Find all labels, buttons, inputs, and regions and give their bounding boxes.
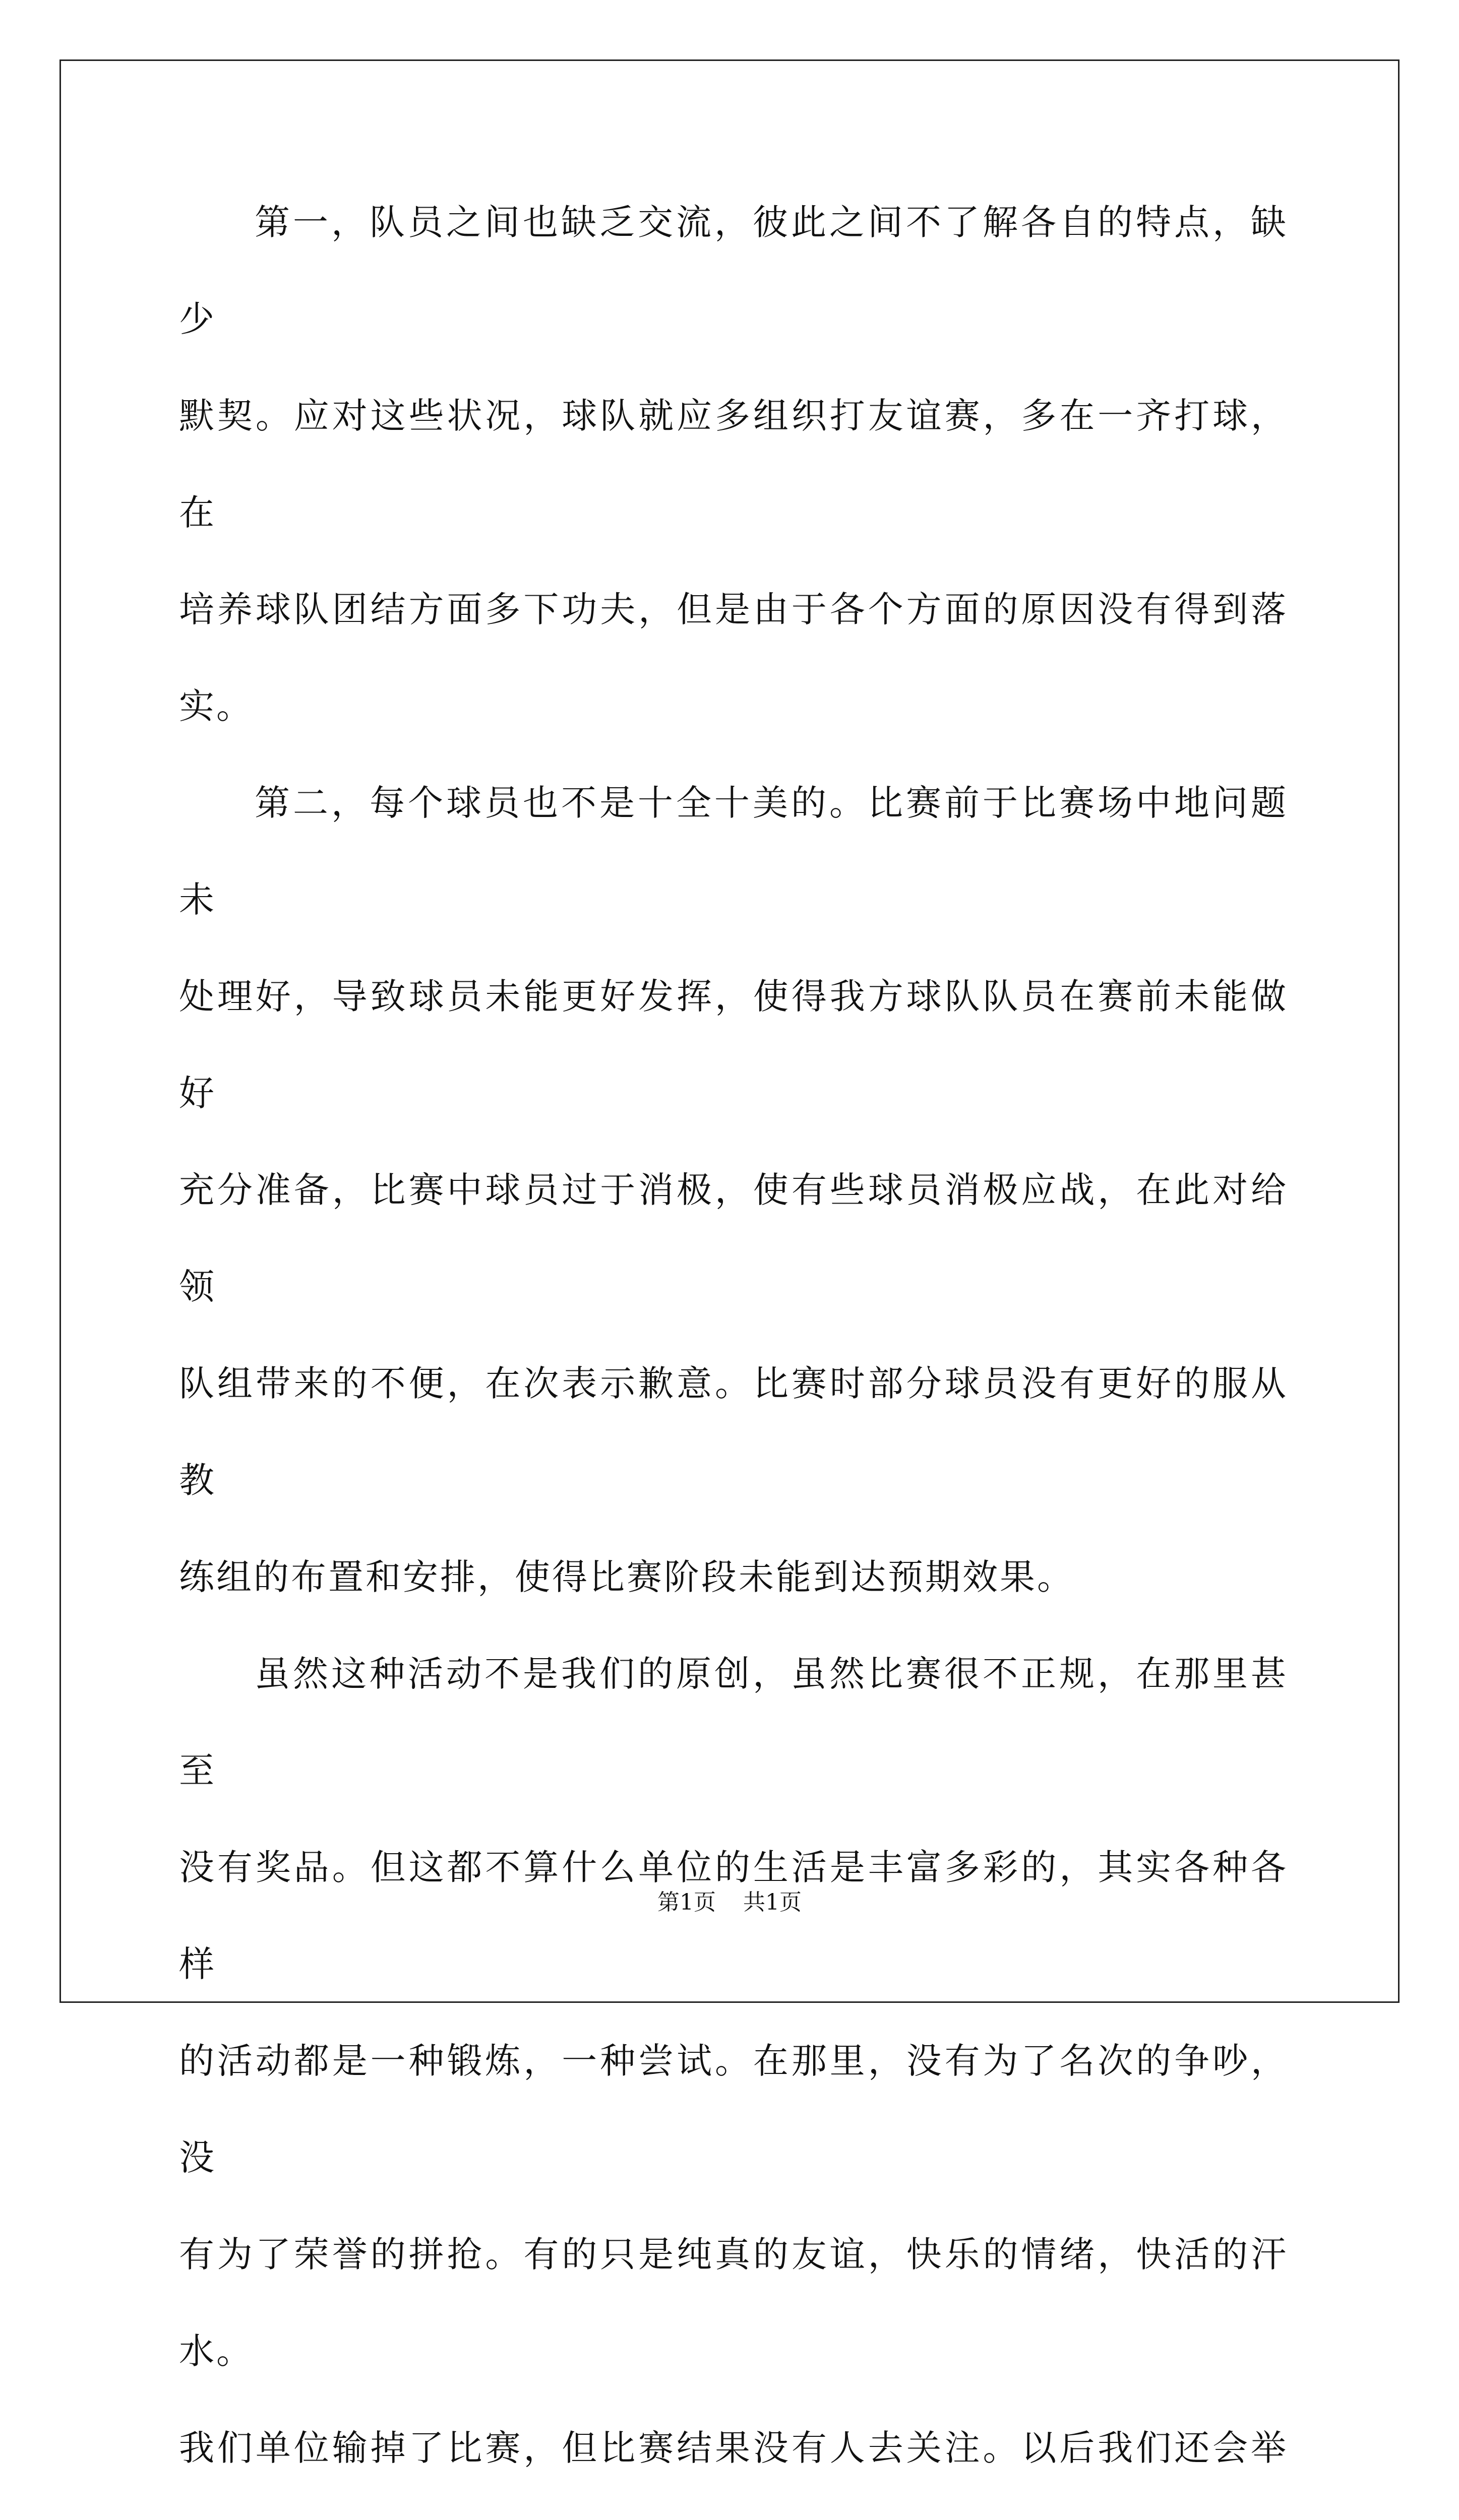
paragraph-3 [179, 1625, 1288, 2520]
page-footer [0, 1887, 1459, 1918]
paragraph-line: 培养球队团结方面多下功夫，但是由于各个方面的原因没有得到落实。 [179, 589, 1288, 727]
paragraph-line: 处理好，导致球员未能更好发挥，使得我方球队队员在赛前未能做好 [179, 976, 1288, 1114]
paragraph-line: 虽然这种活动不是我们的原创，虽然比赛很不正规，在那里甚至 [179, 1653, 1288, 1791]
paragraph-line: 第一，队员之间也缺乏交流，彼此之间不了解各自的特点，缺少 [179, 202, 1288, 340]
paragraph-line: 第二，每个球员也不是十全十美的。比赛前于比赛场中地问题未 [179, 782, 1288, 920]
paragraph-line: 练组的布置和安排，使得比赛阶段未能到达预期效果。 [179, 1556, 1074, 1598]
page-number: 第1页 [657, 1889, 716, 1915]
paragraph-2 [179, 754, 1288, 1625]
document-body [179, 174, 1288, 2520]
paragraph-line: 有为了荣誉的拼抢。有的只是纯真的友谊，快乐的情绪，快活的汗水。 [179, 2234, 1288, 2372]
paragraph-line: 充分准备，比赛中球员过于消极，使有些球员消极应战，在此对给领 [179, 1169, 1288, 1307]
paragraph-line: 的活动都是一种锻炼，一种尝试。在那里，没有为了名次的争吵，没 [179, 2040, 1288, 2178]
paragraph-1 [179, 174, 1288, 754]
paragraph-line: 我们单位输掉了比赛，但比赛结果没有人去关注。以后我们还会举 [179, 2427, 1288, 2469]
paragraph-line: 没有奖品。但这都不算什么单位的生活是丰富多彩的，其实各种各样 [179, 1847, 1288, 1985]
paragraph-line: 默契。应对这些状况，球队就应多组织打友谊赛，多在一齐打球，在 [179, 395, 1288, 533]
paragraph-line: 队组带来的不便，在次表示歉意。比赛时部分球员没有更好的服从教 [179, 1363, 1288, 1501]
page-total: 共1页 [743, 1889, 802, 1915]
